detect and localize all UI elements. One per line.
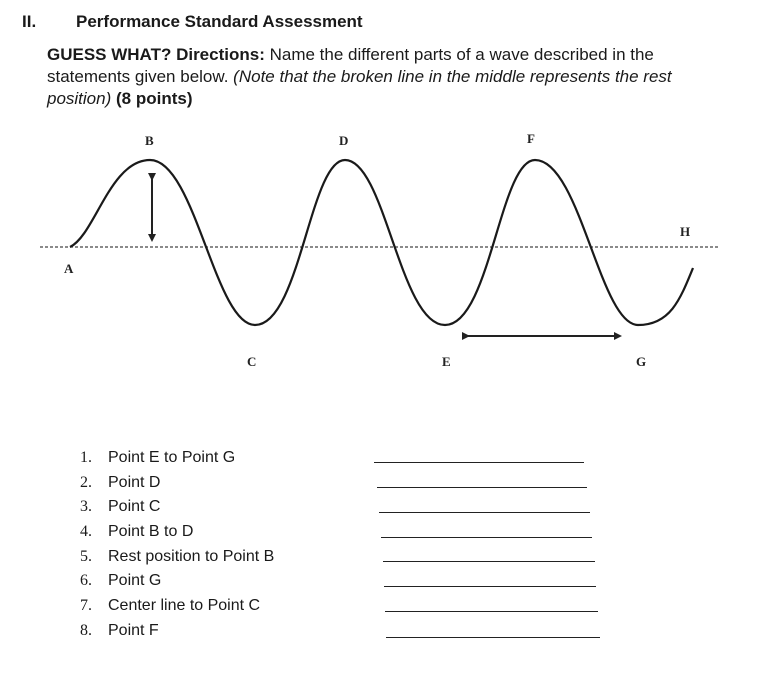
directions-points: (8 points): [111, 89, 193, 108]
question-number: 7.: [80, 597, 92, 615]
directions-text: Name the different parts of a wave described in the statements given below.: [47, 45, 654, 86]
answer-line-4[interactable]: [381, 537, 592, 538]
question-number: 2.: [80, 473, 92, 491]
question-item: [80, 545, 274, 570]
answer-line-3[interactable]: [379, 512, 590, 513]
question-number: 1.: [80, 449, 92, 466]
label-e: E: [442, 354, 451, 369]
directions-lead: GUESS WHAT? Directions:: [47, 45, 265, 64]
question-text: Center line to Point C: [108, 597, 261, 615]
question-item: [80, 471, 274, 496]
label-g: G: [636, 354, 647, 369]
question-item: [80, 520, 274, 545]
question-list: [80, 446, 274, 644]
answer-line-5[interactable]: [383, 561, 595, 562]
question-item: [80, 569, 274, 594]
section-number: II.: [22, 12, 37, 31]
question-number: 5.: [80, 547, 92, 565]
label-b: B: [145, 133, 154, 148]
question-number: 8.: [80, 621, 92, 639]
wave-curve: [70, 160, 693, 325]
answer-line-6[interactable]: [384, 586, 596, 587]
answer-line-2[interactable]: [377, 487, 587, 488]
label-h: H: [680, 224, 691, 239]
question-item: [80, 495, 274, 520]
question-number: 3.: [80, 498, 92, 516]
question-item: [80, 446, 274, 471]
question-text: Point C: [108, 498, 161, 516]
question-number: 6.: [80, 572, 92, 590]
question-item: [80, 619, 274, 644]
question-text: Point G: [108, 572, 162, 590]
question-text: Point F: [108, 621, 159, 639]
question-text: Point D: [108, 473, 161, 491]
directions-paragraph: [47, 44, 737, 110]
label-c: C: [247, 354, 257, 369]
wave-diagram: [0, 125, 780, 375]
question-text: Point B to D: [108, 523, 194, 541]
answer-line-8[interactable]: [386, 637, 600, 638]
section-title: Performance Standard Assessment: [76, 12, 363, 31]
question-number: 4.: [80, 523, 92, 541]
question-text: Point E to Point G: [108, 449, 236, 466]
question-text: Rest position to Point B: [108, 547, 275, 565]
label-a: A: [64, 261, 74, 276]
label-f: F: [527, 131, 535, 146]
question-item: [80, 594, 274, 619]
label-d: D: [339, 133, 349, 148]
answer-line-7[interactable]: [385, 611, 598, 612]
directions-note: (Note that the broken line in the middle represents the rest position): [47, 67, 672, 108]
answer-line-1[interactable]: [374, 462, 584, 463]
